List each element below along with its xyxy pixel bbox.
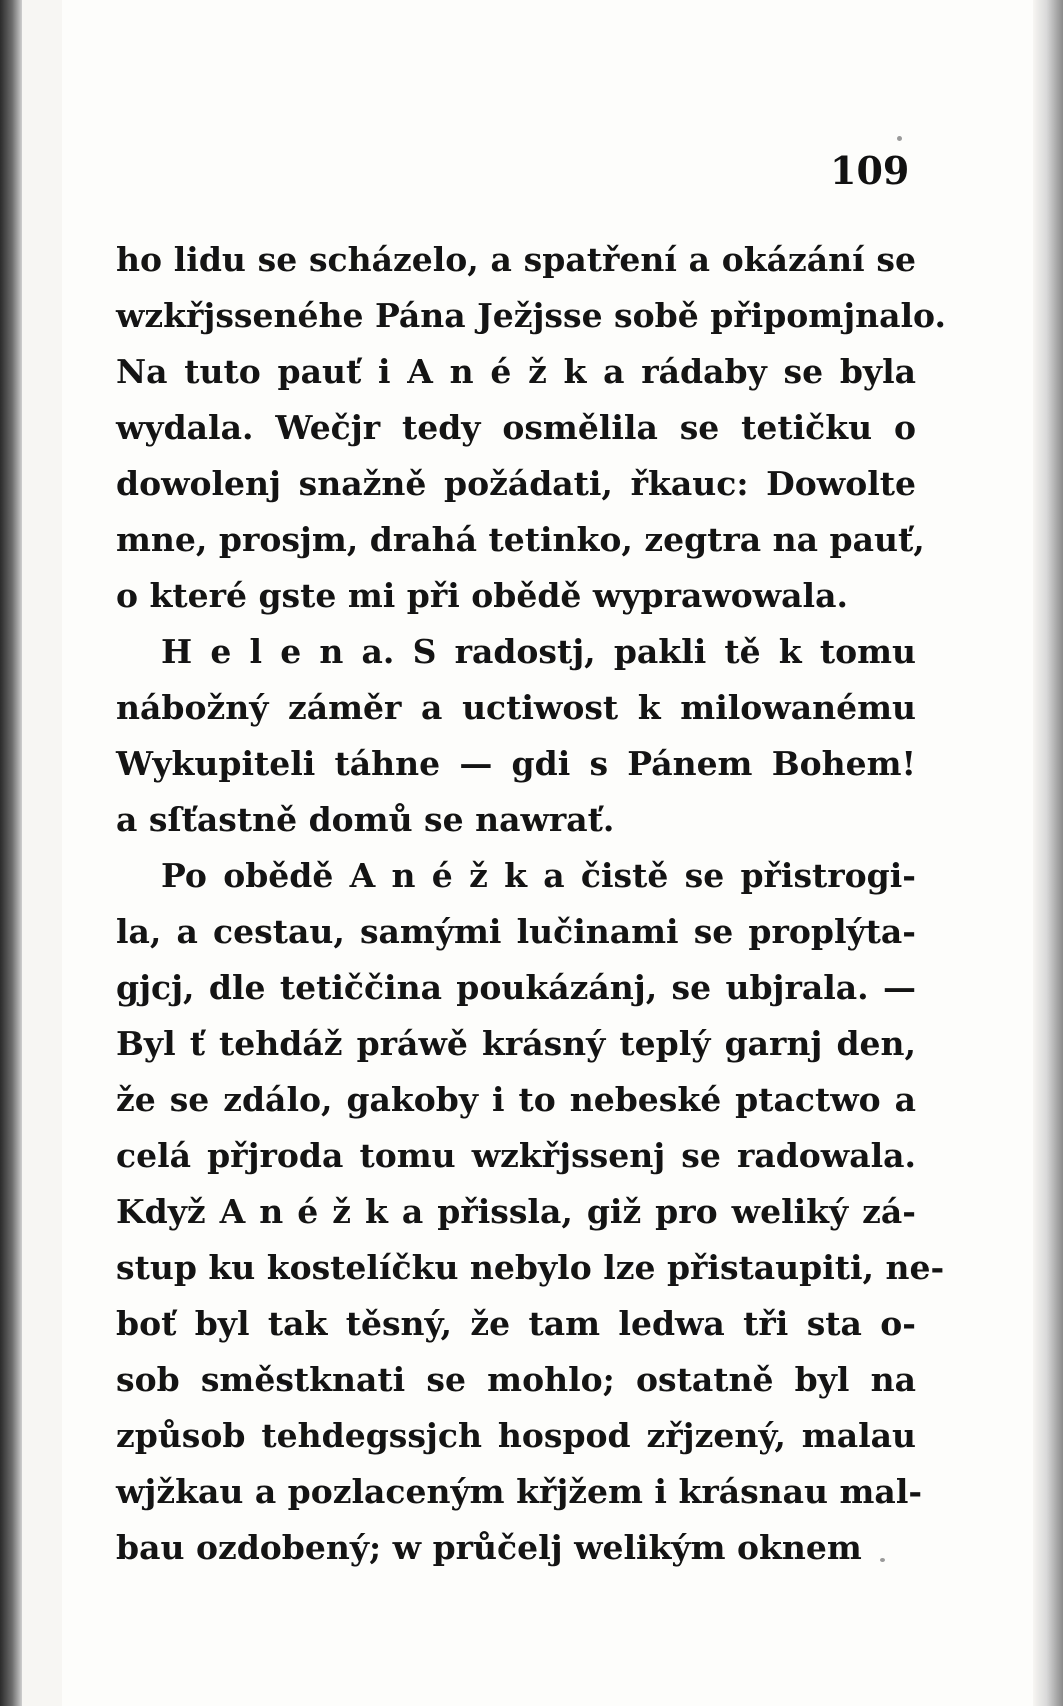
text-line: Byl ť tehdáž práwě krásný teplý garnj den, — [116, 1024, 916, 1063]
text-line: Když A n é ž k a přissla, giž pro weliký zá- — [116, 1192, 916, 1231]
text-line: H e l e n a. S radostj, pakli tě k tomu — [161, 632, 916, 671]
text-line: o které gste mi při obědě wyprawowala. — [116, 576, 848, 615]
text-line: stup ku kostelíčku nebylo lze přistaupiti, ne- — [116, 1248, 945, 1287]
text-line: Wykupiteli táhne — gdi s Pánem Bohem! — [116, 744, 916, 783]
text-line: gjcj, dle tetiččina poukázánj, se ubjrala. — — [116, 968, 916, 1007]
paper-speck — [897, 136, 902, 141]
text-line: že se zdálo, gakoby i to nebeské ptactwo a — [116, 1080, 916, 1119]
text-line: nábožný záměr a uctiwost k milowanému — [116, 688, 916, 727]
text-line: dowolenj snažně požádati, řkauc: Dowolte — [116, 464, 916, 503]
text-line: ho lidu se scházelo, a spatření a okázání se — [116, 240, 916, 279]
page-sheet — [62, 0, 1037, 1706]
page-number: 109 — [830, 148, 910, 193]
text-line: mne, prosjm, drahá tetinko, zegtra na pauť, — [116, 520, 925, 559]
text-line: wjžkau a pozlaceným křjžem i krásnau mal- — [116, 1472, 923, 1511]
text-line: Po obědě A n é ž k a čistě se přistrogi- — [161, 856, 916, 895]
text-line: sob směstknati se mohlo; ostatně byl na — [116, 1360, 916, 1399]
text-line: způsob tehdegssjch hospod zřjzený, malau — [116, 1416, 916, 1455]
text-line: wzkřjssenéhe Pána Ježjsse sobě připomjnalo. — [116, 296, 946, 335]
body-text — [116, 232, 946, 1576]
text-line: la, a cestau, samými lučinami se proplýta- — [116, 912, 916, 951]
text-line: Na tuto pauť i A n é ž k a rádaby se byla — [116, 352, 916, 391]
text-line: boť byl tak těsný, že tam ledwa tři sta o- — [116, 1304, 916, 1343]
text-line: a sſťastně domů se nawrať. — [116, 800, 615, 839]
page-edge-shadow — [1033, 0, 1063, 1706]
binding-shadow — [0, 0, 22, 1706]
text-line: bau ozdobený; w průčelj welikým oknem — [116, 1528, 862, 1567]
text-line: celá přjroda tomu wzkřjssenj se radowala. — [116, 1136, 916, 1175]
text-line: wydala. Wečjr tedy osmělila se tetičku o — [116, 408, 916, 447]
paper-speck — [880, 1558, 885, 1562]
